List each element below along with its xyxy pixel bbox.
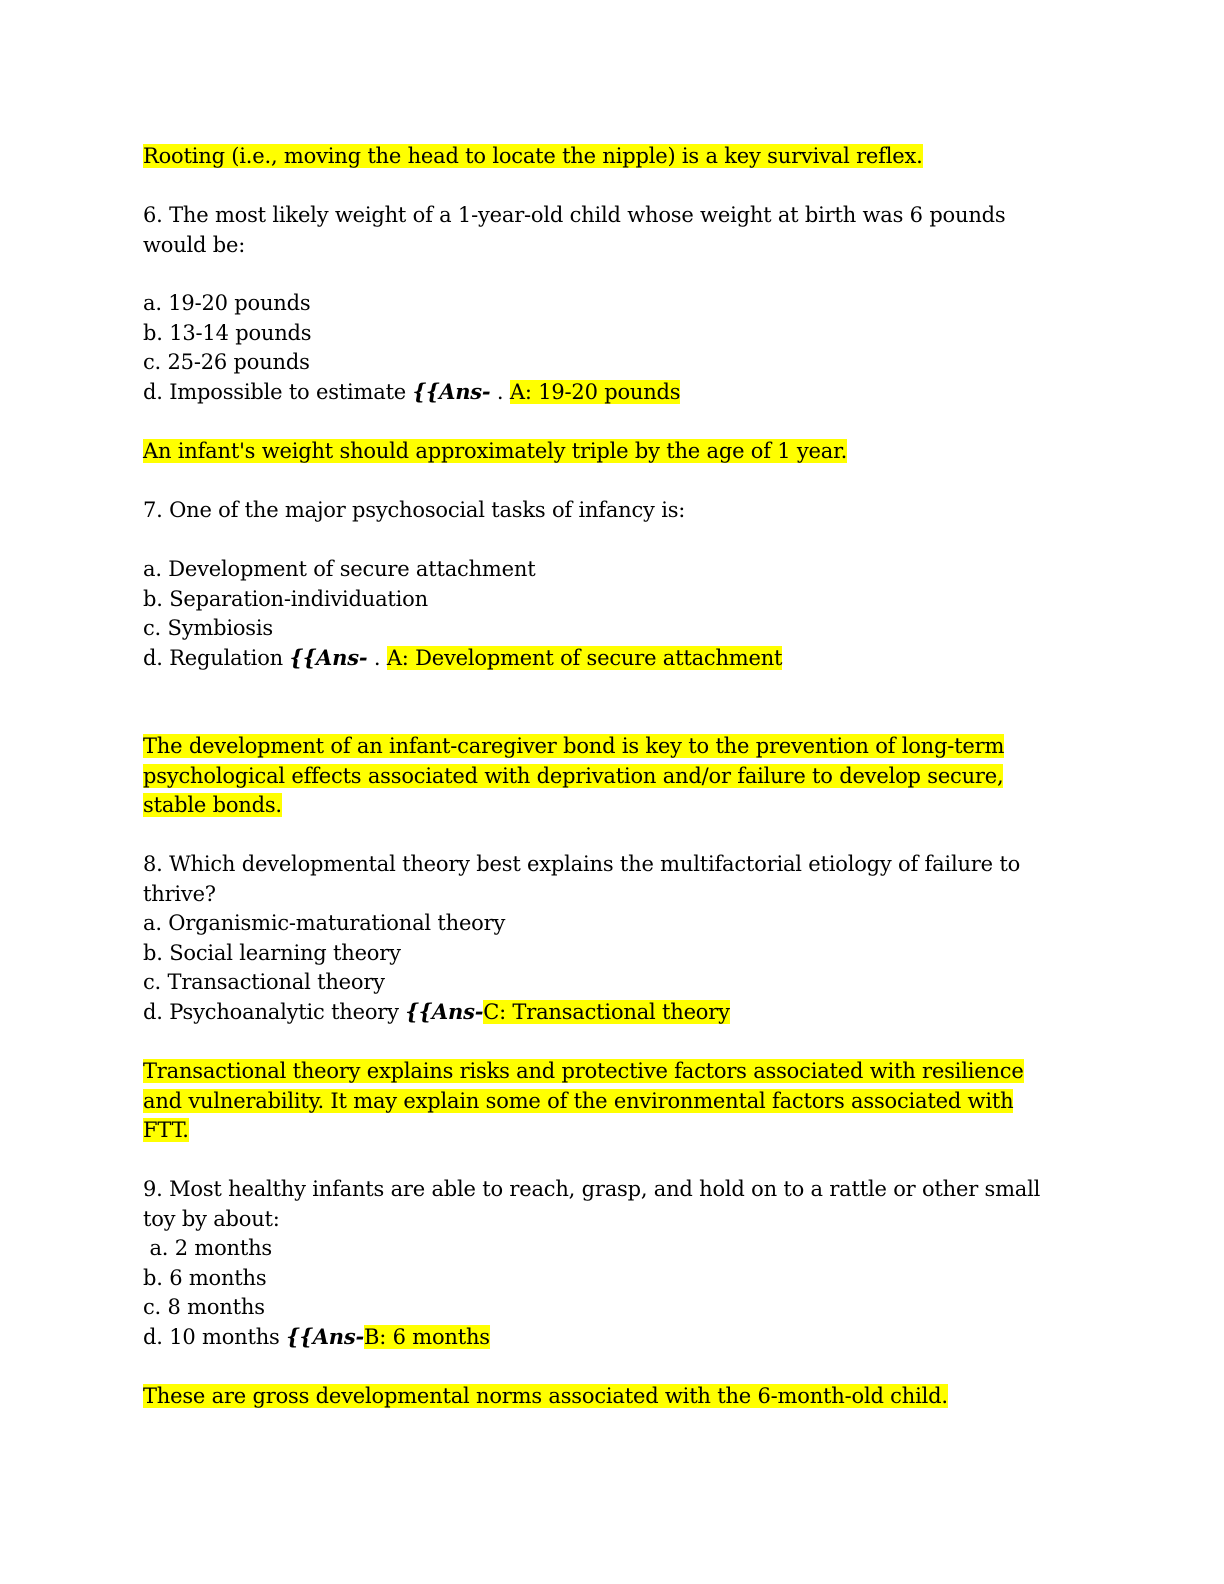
question-6-option-a: a. 19-20 pounds <box>143 291 311 315</box>
question-7-option-b: b. Separation-individuation <box>143 587 428 611</box>
question-8-option-d: d. Psychoanalytic theory <box>143 1000 399 1024</box>
question-8-answer: C: Transactional theory <box>483 1000 730 1024</box>
answer-marker: {{Ans- <box>286 1324 365 1349</box>
question-9-option-c: c. 8 months <box>143 1295 265 1319</box>
question-9-stem-line-1: 9. Most healthy infants are able to reach, grasp, and hold on to a rattle or other small <box>143 1177 1041 1201</box>
question-6-option-b: b. 13-14 pounds <box>143 321 312 345</box>
question-6-option-d-line <box>143 377 680 407</box>
question-8-option-d-line <box>143 997 730 1027</box>
question-9-option-b: b. 6 months <box>143 1266 267 1290</box>
question-9-option-d: d. 10 months <box>143 1325 280 1349</box>
rationale-q7-line-1 <box>143 731 1004 761</box>
question-8-stem-line-2: thrive? <box>143 882 216 906</box>
rationale-q7-line-2 <box>143 761 1003 791</box>
question-9-option-a: a. 2 months <box>143 1236 273 1260</box>
question-6-answer: A: 19-20 pounds <box>509 380 681 404</box>
question-9-option-d-line <box>143 1322 490 1352</box>
rationale-q7-line-3 <box>143 790 282 820</box>
highlighted-rationale: The development of an infant-caregiver bond is key to the prevention of long-term <box>143 734 1005 758</box>
highlighted-rationale: These are gross developmental norms associated with the 6-month-old child. <box>143 1384 948 1408</box>
question-9-stem-line-2: toy by about: <box>143 1207 280 1231</box>
highlighted-rationale: stable bonds. <box>143 793 282 817</box>
question-8-option-a: a. Organismic-maturational theory <box>143 911 506 935</box>
question-7-option-c: c. Symbiosis <box>143 616 273 640</box>
question-8-stem-line-1: 8. Which developmental theory best explains the multifactorial etiology of failure to <box>143 852 1021 876</box>
question-9-answer: B: 6 months <box>364 1325 490 1349</box>
question-7-option-d: d. Regulation <box>143 646 283 670</box>
question-7-option-a: a. Development of secure attachment <box>143 557 536 581</box>
highlighted-rationale: and vulnerability. It may explain some of the environmental factors associated with <box>143 1089 1014 1113</box>
rationale-q8-line-3 <box>143 1115 189 1145</box>
question-6-option-c: c. 25-26 pounds <box>143 350 310 374</box>
question-7-option-d-line <box>143 643 782 673</box>
answer-marker: {{Ans- <box>412 379 491 404</box>
rationale-q6 <box>143 436 847 466</box>
highlighted-rationale: Transactional theory explains risks and protective factors associated with resilience <box>143 1059 1024 1083</box>
highlighted-rationale: psychological effects associated with deprivation and/or failure to develop secure, <box>143 764 1004 788</box>
question-7-answer: A: Development of secure attachment <box>386 646 783 670</box>
highlighted-rationale: FTT. <box>143 1118 189 1142</box>
question-6-option-d: d. Impossible to estimate <box>143 380 407 404</box>
answer-separator: . <box>490 380 510 404</box>
question-6-stem-line-2: would be: <box>143 233 246 257</box>
answer-separator: . <box>367 646 387 670</box>
question-6-stem-line-1: 6. The most likely weight of a 1-year-old child whose weight at birth was 6 pounds <box>143 203 1006 227</box>
highlighted-rationale: An infant's weight should approximately triple by the age of 1 year. <box>143 439 848 463</box>
rationale-q8-line-2 <box>143 1086 1013 1116</box>
rationale-q5 <box>143 141 923 171</box>
question-8-option-b: b. Social learning theory <box>143 941 401 965</box>
answer-marker: {{Ans- <box>405 999 484 1024</box>
answer-marker: {{Ans- <box>289 645 368 670</box>
question-7-stem: 7. One of the major psychosocial tasks of infancy is: <box>143 498 686 522</box>
rationale-q9 <box>143 1381 948 1411</box>
question-8-option-c: c. Transactional theory <box>143 970 385 994</box>
highlighted-rationale: Rooting (i.e., moving the head to locate the nipple) is a key survival reflex. <box>143 144 923 168</box>
rationale-q8-line-1 <box>143 1056 1024 1086</box>
